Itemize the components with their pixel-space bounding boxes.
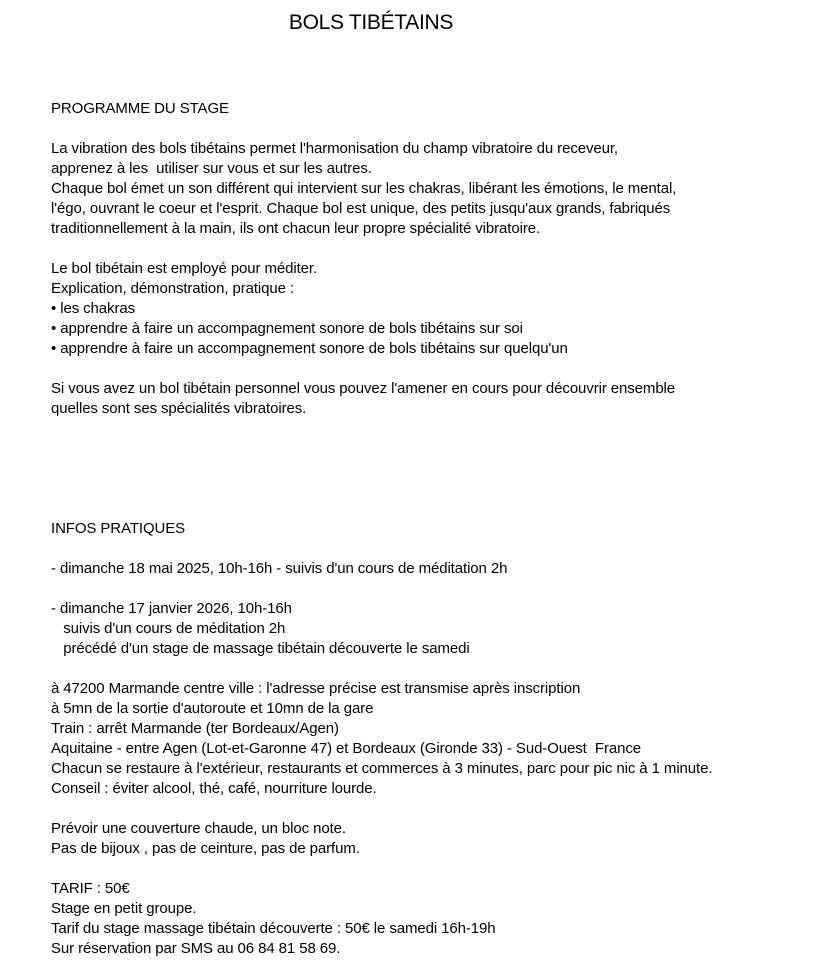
programme-closing-line: Si vous avez un bol tibétain personnel vous pouvez l'amener en cours pour découvrir ensemble (51, 380, 676, 397)
spacer (51, 579, 821, 599)
programme-intro-line: traditionnellement à la main, ils ont chacun leur propre spécialité vibratoire. (51, 220, 541, 237)
session-date: - dimanche 17 janvier 2026, 10h-16h (51, 600, 292, 617)
bullet-item: • apprendre à faire un accompagnement sonore de bols tibétains sur quelqu'un (51, 340, 568, 357)
location-line: Chacun se restaure à l'extérieur, restaurants et commerces à 3 minutes, parc pour pic nic à 1 minute. (51, 760, 713, 777)
tarif-line: Sur réservation par SMS au 06 84 81 58 69. (51, 940, 341, 957)
tarif-line: Stage en petit groupe. (51, 900, 197, 917)
tarif-line: TARIF : 50€ (51, 880, 130, 897)
spacer (51, 539, 821, 559)
location-line: à 47200 Marmande centre ville : l'adresse précise est transmise après inscription (51, 680, 581, 697)
location-line: à 5mn de la sortie d'autoroute et 10mn de la gare (51, 700, 374, 717)
programme-usage-line: Explication, démonstration, pratique : (51, 280, 295, 297)
section-spacer (51, 419, 821, 519)
programme-intro-line: Chaque bol émet un son différent qui intervient sur les chakras, libérant les émotions, le mental, (51, 180, 677, 197)
tarif-line: Tarif du stage massage tibétain découverte : 50€ le samedi 16h-19h (51, 920, 496, 937)
programme-heading: PROGRAMME DU STAGE (51, 100, 229, 117)
spacer (51, 859, 821, 879)
location-line: Aquitaine - entre Agen (Lot-et-Garonne 47) et Bordeaux (Gironde 33) - Sud-Ouest France (51, 740, 641, 757)
programme-intro-line: apprenez à les utiliser sur vous et sur les autres. (51, 160, 372, 177)
infos-heading: INFOS PRATIQUES (51, 520, 186, 537)
bullet-item: • apprendre à faire un accompagnement sonore de bols tibétains sur soi (51, 320, 523, 337)
document-body (51, 99, 821, 959)
session-detail: précédé d'un stage de massage tibétain découverte le samedi (51, 640, 470, 657)
spacer (51, 359, 821, 379)
spacer (51, 799, 821, 819)
session-date: - dimanche 18 mai 2025, 10h-16h - suivis d'un cours de méditation 2h (51, 560, 508, 577)
spacer (51, 659, 821, 679)
programme-intro-line: l'égo, ouvrant le coeur et l'esprit. Chaque bol est unique, des petits jusqu'aux grands, fabriqués (51, 200, 671, 217)
bullet-item: • les chakras (51, 300, 135, 317)
spacer (51, 119, 821, 139)
bring-line: Pas de bijoux , pas de ceinture, pas de parfum. (51, 840, 360, 857)
location-line: Train : arrêt Marmande (ter Bordeaux/Agen) (51, 720, 339, 737)
programme-intro-line: La vibration des bols tibétains permet l'harmonisation du champ vibratoire du receveur, (51, 140, 618, 157)
bring-line: Prévoir une couverture chaude, un bloc note. (51, 820, 346, 837)
page-title: BOLS TIBÉTAINS (288, 11, 454, 34)
session-detail: suivis d'un cours de méditation 2h (51, 620, 286, 637)
programme-usage-line: Le bol tibétain est employé pour méditer. (51, 260, 318, 277)
programme-closing-line: quelles sont ses spécialités vibratoires. (51, 400, 307, 417)
location-line: Conseil : éviter alcool, thé, café, nourriture lourde. (51, 780, 377, 797)
spacer (51, 239, 821, 259)
